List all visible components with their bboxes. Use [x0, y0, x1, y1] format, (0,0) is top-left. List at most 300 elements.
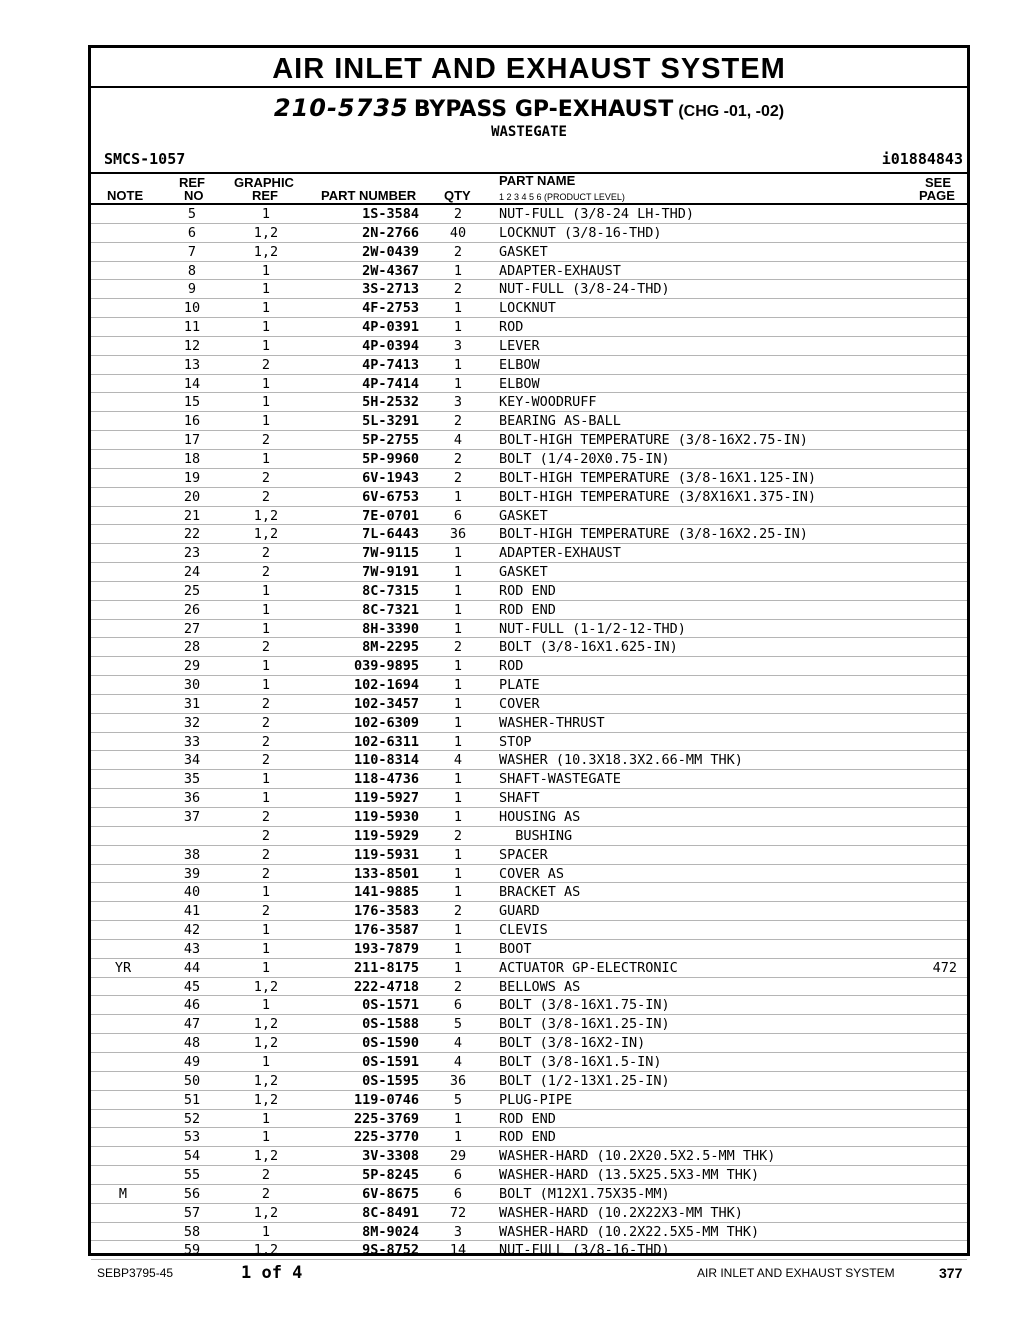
- table-row: [91, 1072, 967, 1091]
- part-name-cell: ACTUATOR GP-ELECTRONIC: [499, 959, 678, 976]
- qty-cell: 14: [449, 1242, 467, 1259]
- ref-no-cell: 30: [183, 677, 201, 694]
- qty-cell: 1: [453, 582, 463, 599]
- table-row: [91, 733, 967, 752]
- part-number-cell: 4F-2753: [362, 300, 419, 317]
- table-row: [91, 1053, 967, 1072]
- graphic-ref-cell: 2: [261, 545, 271, 562]
- ref-no-cell: 9: [187, 281, 197, 298]
- part-name-cell: BOLT (1/2-13X1.25-IN): [499, 1072, 670, 1089]
- qty-cell: 2: [453, 281, 463, 298]
- graphic-ref-cell: 2: [261, 469, 271, 486]
- part-name-cell: NUT-FULL (3/8-24-THD): [499, 281, 670, 298]
- graphic-ref-cell: 1,2: [253, 1072, 279, 1089]
- ref-no-cell: 40: [183, 884, 201, 901]
- graphic-ref-cell: 2: [261, 1185, 271, 1202]
- ref-no-cell: 29: [183, 658, 201, 675]
- ref-no-cell: 33: [183, 733, 201, 750]
- qty-cell: 1: [453, 922, 463, 939]
- part-number-cell: 176-3587: [353, 922, 419, 939]
- part-number-cell: 102-6309: [353, 714, 419, 731]
- part-number-cell: 7W-9191: [362, 564, 419, 581]
- graphic-ref-cell: 2: [261, 639, 271, 656]
- ref-no-cell: 11: [183, 319, 201, 336]
- ref-no-cell: 14: [183, 375, 201, 392]
- ref-no-cell: 26: [183, 601, 201, 618]
- part-number-cell: 5P-9960: [362, 450, 419, 467]
- smcs-code: SMCS-1057: [104, 150, 186, 168]
- ref-no-cell: 43: [183, 940, 201, 957]
- graphic-ref-cell: 1: [261, 884, 271, 901]
- graphic-ref-cell: 2: [261, 846, 271, 863]
- product-level-header: 1 2 3 4 5 6 (PRODUCT LEVEL): [499, 192, 625, 202]
- graphic-ref-cell: 1: [261, 677, 271, 694]
- table-row: [91, 1185, 967, 1204]
- part-number-cell: 8M-9024: [362, 1223, 419, 1240]
- table-row: [91, 638, 967, 657]
- table-row: [91, 431, 967, 450]
- ref-no-cell: 34: [183, 752, 201, 769]
- qty-cell: 1: [453, 300, 463, 317]
- graphic-ref-cell: 1: [261, 206, 271, 222]
- graphic-ref-cell: 1: [261, 413, 271, 430]
- part-name-cell: BUSHING: [499, 827, 573, 844]
- graphic-ref-cell: 1: [261, 1129, 271, 1146]
- table-row: [91, 318, 967, 337]
- table-row: [91, 770, 967, 789]
- table-row: [91, 978, 967, 997]
- graphic-ref-cell: 1,2: [253, 1091, 279, 1108]
- qty-cell: 1: [453, 620, 463, 637]
- part-name-cell: SPACER: [499, 846, 548, 863]
- group-heading: [91, 94, 967, 122]
- part-name-cell: KEY-WOODRUFF: [499, 394, 597, 411]
- graphic-ref-cell: 1,2: [253, 1016, 279, 1033]
- ref-no-cell: 54: [183, 1148, 201, 1165]
- table-row: [91, 450, 967, 469]
- qty-cell: 1: [453, 714, 463, 731]
- part-name-cell: WASHER-HARD (10.2X22.5X5-MM THK): [499, 1223, 760, 1240]
- table-row: [91, 1204, 967, 1223]
- graphic-ref-cell: 1,2: [253, 1204, 279, 1221]
- part-name-cell: BOOT: [499, 940, 532, 957]
- page-number: 377: [939, 1265, 963, 1281]
- part-name-cell: LOCKNUT: [499, 300, 556, 317]
- table-row: [91, 393, 967, 412]
- footer-section-title: AIR INLET AND EXHAUST SYSTEM: [697, 1266, 895, 1280]
- qty-cell: 4: [453, 752, 463, 769]
- part-name-cell: ROD END: [499, 1129, 556, 1146]
- graphic-ref-cell: 1: [261, 959, 271, 976]
- graphic-ref-cell: 1: [261, 771, 271, 788]
- table-row: [91, 695, 967, 714]
- qty-cell: 3: [453, 394, 463, 411]
- qty-cell: 4: [453, 1035, 463, 1052]
- ref-no-cell: 27: [183, 620, 201, 637]
- graphic-ref-cell: 2: [261, 714, 271, 731]
- part-number-cell: 7W-9115: [362, 545, 419, 562]
- part-name-cell: COVER AS: [499, 865, 565, 882]
- graphic-ref-cell: 2: [261, 432, 271, 449]
- ref-no-cell: 59: [183, 1242, 201, 1259]
- col-ref-header-top: REF: [179, 175, 205, 190]
- graphic-ref-cell: 2: [261, 695, 271, 712]
- part-number-cell: 119-5931: [353, 846, 419, 863]
- part-name-cell: ELBOW: [499, 375, 540, 392]
- graphic-ref-cell: 1: [261, 1223, 271, 1240]
- qty-cell: 1: [453, 733, 463, 750]
- table-row: [91, 337, 967, 356]
- part-number-cell: 0S-1588: [362, 1016, 419, 1033]
- qty-cell: 5: [453, 1016, 463, 1033]
- table-row: [91, 375, 967, 394]
- table-row: [91, 1034, 967, 1053]
- ref-no-cell: 51: [183, 1091, 201, 1108]
- part-name-cell: ROD END: [499, 1110, 556, 1127]
- part-name-cell: WASHER-HARD (10.2X22X3-MM THK): [499, 1204, 743, 1221]
- part-name-cell: BOLT-HIGH TEMPERATURE (3/8X16X1.375-IN): [499, 488, 816, 505]
- part-number-cell: 6V-8675: [362, 1185, 419, 1202]
- part-number-cell: 5H-2532: [362, 394, 419, 411]
- graphic-ref-cell: 1,2: [253, 243, 279, 260]
- part-name-cell: BOLT-HIGH TEMPERATURE (3/8-16X1.125-IN): [499, 469, 816, 486]
- see-page-cell: 472: [932, 959, 957, 976]
- table-row: [91, 224, 967, 243]
- part-name-cell: WASHER-HARD (13.5X25.5X3-MM THK): [499, 1167, 760, 1184]
- ref-no-cell: 50: [183, 1072, 201, 1089]
- part-number-cell: 119-5927: [353, 790, 419, 807]
- part-number-cell: 225-3769: [353, 1110, 419, 1127]
- part-name-cell: HOUSING AS: [499, 809, 581, 825]
- ref-no-cell: 36: [183, 790, 201, 807]
- part-number-cell: 039-9895: [353, 658, 419, 675]
- part-name-cell: NUT-FULL (1-1/2-12-THD): [499, 620, 686, 637]
- graphic-ref-cell: 1: [261, 375, 271, 392]
- ref-no-cell: 48: [183, 1035, 201, 1052]
- part-number-cell: 0S-1595: [362, 1072, 419, 1089]
- graphic-ref-cell: 1: [261, 337, 271, 354]
- illustration-id: i01884843: [881, 150, 963, 168]
- ref-no-cell: 19: [183, 469, 201, 486]
- ref-no-cell: 17: [183, 432, 201, 449]
- part-number-cell: 4P-7414: [362, 375, 419, 392]
- part-number-cell: 8C-7321: [362, 601, 419, 618]
- part-name-cell: GUARD: [499, 903, 540, 920]
- table-row: [91, 676, 967, 695]
- table-row: [91, 1147, 967, 1166]
- graphic-ref-cell: 1,2: [253, 507, 279, 524]
- ref-no-cell: 24: [183, 564, 201, 581]
- part-name-cell: SHAFT-WASTEGATE: [499, 771, 621, 788]
- qty-cell: 1: [453, 601, 463, 618]
- ref-no-cell: 12: [183, 337, 201, 354]
- ref-no-cell: 10: [183, 300, 201, 317]
- part-number-cell: 4P-0394: [362, 337, 419, 354]
- part-number-cell: 6V-1943: [362, 469, 419, 486]
- ref-no-cell: 8: [187, 262, 197, 279]
- part-number-cell: 8C-8491: [362, 1204, 419, 1221]
- part-name-cell: PLUG-PIPE: [499, 1091, 573, 1108]
- table-row: [91, 751, 967, 770]
- qty-cell: 1: [453, 884, 463, 901]
- table-row: [91, 865, 967, 884]
- ref-no-cell: 16: [183, 413, 201, 430]
- table-row: [91, 1223, 967, 1242]
- graphic-ref-cell: 2: [261, 564, 271, 581]
- col-graphic-header-bottom: REF: [252, 188, 278, 203]
- ref-no-cell: 21: [183, 507, 201, 524]
- graphic-ref-cell: 1: [261, 601, 271, 618]
- qty-cell: 1: [453, 809, 463, 825]
- part-number-cell: 176-3583: [353, 903, 419, 920]
- ref-no-cell: 35: [183, 771, 201, 788]
- qty-cell: 36: [449, 526, 467, 543]
- part-name-cell: BOLT (3/8-16X1.625-IN): [499, 639, 678, 656]
- part-number-cell: 7E-0701: [362, 507, 419, 524]
- table-row: [91, 488, 967, 507]
- qty-cell: 2: [453, 978, 463, 995]
- part-number-cell: 102-6311: [353, 733, 419, 750]
- col-see-header-bottom: PAGE: [919, 188, 955, 203]
- ref-no-cell: 41: [183, 903, 201, 920]
- qty-cell: 1: [453, 564, 463, 581]
- ref-no-cell: 46: [183, 997, 201, 1014]
- ref-no-cell: 45: [183, 978, 201, 995]
- table-row: [91, 657, 967, 676]
- qty-cell: 1: [453, 695, 463, 712]
- part-number-cell: 8H-3390: [362, 620, 419, 637]
- part-name-cell: WASHER (10.3X18.3X2.66-MM THK): [499, 752, 743, 769]
- part-number-cell: 110-8314: [353, 752, 419, 769]
- part-name-cell: ROD END: [499, 601, 556, 618]
- qty-cell: 5: [453, 1091, 463, 1108]
- table-row: [91, 1110, 967, 1129]
- ref-no-cell: 42: [183, 922, 201, 939]
- part-name-cell: CLEVIS: [499, 922, 548, 939]
- part-name-cell: BOLT (M12X1.75X35-MM): [499, 1185, 670, 1202]
- page-of: 1 of 4: [241, 1263, 303, 1283]
- qty-cell: 29: [449, 1148, 467, 1165]
- table-row: [91, 1015, 967, 1034]
- qty-cell: 4: [453, 1053, 463, 1070]
- ref-no-cell: 18: [183, 450, 201, 467]
- part-number-cell: 5L-3291: [362, 413, 419, 430]
- qty-cell: 1: [453, 771, 463, 788]
- table-row: [91, 789, 967, 808]
- qty-cell: 2: [453, 206, 463, 222]
- part-number-cell: 2W-0439: [362, 243, 419, 260]
- graphic-ref-cell: 1: [261, 620, 271, 637]
- qty-cell: 1: [453, 488, 463, 505]
- ref-no-cell: 28: [183, 639, 201, 656]
- part-name-cell: ADAPTER-EXHAUST: [499, 262, 621, 279]
- part-name-cell: WASHER-HARD (10.2X20.5X2.5-MM THK): [499, 1148, 776, 1165]
- group-name: BYPASS GP-EXHAUST: [413, 97, 674, 122]
- ref-no-cell: 20: [183, 488, 201, 505]
- part-number-cell: 3V-3308: [362, 1148, 419, 1165]
- ref-no-cell: 13: [183, 356, 201, 373]
- qty-cell: 6: [453, 1185, 463, 1202]
- table-row: [91, 1091, 967, 1110]
- qty-cell: 1: [453, 545, 463, 562]
- part-number-cell: 4P-0391: [362, 319, 419, 336]
- qty-cell: 2: [453, 639, 463, 656]
- qty-cell: 6: [453, 997, 463, 1014]
- qty-cell: 1: [453, 959, 463, 976]
- ref-no-cell: 57: [183, 1204, 201, 1221]
- part-number-cell: 141-9885: [353, 884, 419, 901]
- ref-no-cell: 55: [183, 1167, 201, 1184]
- graphic-ref-cell: 1: [261, 319, 271, 336]
- ref-no-cell: 15: [183, 394, 201, 411]
- ref-no-cell: 44: [183, 959, 201, 976]
- qty-cell: 6: [453, 1167, 463, 1184]
- qty-cell: 1: [453, 375, 463, 392]
- part-name-cell: BOLT-HIGH TEMPERATURE (3/8-16X2.75-IN): [499, 432, 808, 449]
- part-number-cell: 119-5929: [353, 827, 419, 844]
- part-number-cell: 8C-7315: [362, 582, 419, 599]
- graphic-ref-cell: 1: [261, 262, 271, 279]
- graphic-ref-cell: 2: [261, 733, 271, 750]
- table-row: [91, 262, 967, 281]
- part-name-cell: GASKET: [499, 507, 548, 524]
- table-row: [91, 1128, 967, 1147]
- graphic-ref-cell: 1,2: [253, 1148, 279, 1165]
- qty-cell: 3: [453, 1223, 463, 1240]
- ref-no-cell: 53: [183, 1129, 201, 1146]
- table-row: [91, 620, 967, 639]
- table-row: [91, 883, 967, 902]
- part-number-cell: 2W-4367: [362, 262, 419, 279]
- qty-cell: 1: [453, 1129, 463, 1146]
- part-number-cell: 211-8175: [353, 959, 419, 976]
- table-row: [91, 1166, 967, 1185]
- table-row: [91, 205, 967, 224]
- graphic-ref-cell: 1: [261, 997, 271, 1014]
- table-row: [91, 563, 967, 582]
- table-row: [91, 525, 967, 544]
- table-row: [91, 902, 967, 921]
- part-name-cell: SHAFT: [499, 790, 540, 807]
- qty-cell: 2: [453, 450, 463, 467]
- qty-cell: 2: [453, 243, 463, 260]
- qty-cell: 6: [453, 507, 463, 524]
- graphic-ref-cell: 1: [261, 1110, 271, 1127]
- qty-cell: 1: [453, 865, 463, 882]
- graphic-ref-cell: 1,2: [253, 224, 279, 241]
- table-row: [91, 601, 967, 620]
- qty-cell: 1: [453, 262, 463, 279]
- table-row: [91, 959, 967, 978]
- graphic-ref-cell: 1: [261, 790, 271, 807]
- graphic-ref-cell: 1: [261, 940, 271, 957]
- ref-no-cell: 49: [183, 1053, 201, 1070]
- table-row: [91, 1241, 967, 1260]
- ref-no-cell: 23: [183, 545, 201, 562]
- part-name-cell: ROD END: [499, 582, 556, 599]
- part-number-cell: 0S-1571: [362, 997, 419, 1014]
- part-number-cell: 1S-3584: [362, 206, 419, 222]
- part-number-cell: 6V-6753: [362, 488, 419, 505]
- qty-cell: 2: [453, 413, 463, 430]
- note-cell: YR: [114, 959, 132, 976]
- col-part-number-header: PART NUMBER: [321, 188, 417, 203]
- ref-no-cell: 52: [183, 1110, 201, 1127]
- qty-cell: 1: [453, 790, 463, 807]
- table-row: [91, 544, 967, 563]
- qty-cell: 2: [453, 469, 463, 486]
- col-qty-header: QTY: [444, 188, 471, 203]
- page-title: AIR INLET AND EXHAUST SYSTEM: [272, 53, 786, 85]
- qty-cell: 1: [453, 846, 463, 863]
- part-name-cell: BOLT (3/8-16X1.25-IN): [499, 1016, 670, 1033]
- part-number-cell: 119-5930: [353, 809, 419, 825]
- part-number-cell: 0S-1591: [362, 1053, 419, 1070]
- part-number-cell: 222-4718: [353, 978, 419, 995]
- qty-cell: 4: [453, 432, 463, 449]
- part-number-cell: 2N-2766: [362, 224, 419, 241]
- table-row: [91, 714, 967, 733]
- part-name-cell: BEARING AS-BALL: [499, 413, 621, 430]
- part-name-cell: BOLT (3/8-16X1.75-IN): [499, 997, 670, 1014]
- part-name-cell: BOLT (3/8-16X2-IN): [499, 1035, 646, 1052]
- table-row: [91, 582, 967, 601]
- part-number-cell: 193-7879: [353, 940, 419, 957]
- graphic-ref-cell: 1: [261, 450, 271, 467]
- part-name-cell: NUT-FULL (3/8-16-THD): [499, 1242, 670, 1259]
- part-name-cell: ELBOW: [499, 356, 540, 373]
- ref-no-cell: 25: [183, 582, 201, 599]
- group-subname: WASTEGATE: [491, 124, 567, 140]
- graphic-ref-cell: 2: [261, 865, 271, 882]
- qty-cell: 72: [449, 1204, 467, 1221]
- col-ref-header-bottom: NO: [184, 188, 204, 203]
- graphic-ref-cell: 1,2: [253, 1242, 279, 1259]
- qty-cell: 1: [453, 356, 463, 373]
- graphic-ref-cell: 1: [261, 922, 271, 939]
- part-name-cell: ROD: [499, 319, 524, 336]
- table-row: [91, 507, 967, 526]
- ref-no-cell: 58: [183, 1223, 201, 1240]
- part-name-cell: GASKET: [499, 243, 548, 260]
- ref-no-cell: 56: [183, 1185, 201, 1202]
- qty-cell: 1: [453, 658, 463, 675]
- graphic-ref-cell: 1: [261, 582, 271, 599]
- group-number: 210-5735: [273, 94, 409, 122]
- part-name-cell: STOP: [499, 733, 532, 750]
- qty-cell: 1: [453, 1110, 463, 1127]
- part-name-cell: BRACKET AS: [499, 884, 581, 901]
- col-graphic-header-top: GRAPHIC: [234, 175, 294, 190]
- part-number-cell: 8M-2295: [362, 639, 419, 656]
- part-name-cell: ROD: [499, 658, 524, 675]
- col-note-header: NOTE: [107, 188, 144, 203]
- graphic-ref-cell: 1,2: [253, 978, 279, 995]
- part-number-cell: 7L-6443: [362, 526, 419, 543]
- part-number-cell: 5P-2755: [362, 432, 419, 449]
- part-name-cell: LEVER: [499, 337, 540, 354]
- table-row: [91, 356, 967, 375]
- graphic-ref-cell: 1: [261, 394, 271, 411]
- graphic-ref-cell: 2: [261, 752, 271, 769]
- part-name-cell: BOLT (3/8-16X1.5-IN): [499, 1053, 662, 1070]
- part-number-cell: 118-4736: [353, 771, 419, 788]
- graphic-ref-cell: 2: [261, 1167, 271, 1184]
- col-see-header-top: SEE: [925, 175, 952, 190]
- qty-cell: 2: [453, 827, 463, 844]
- ref-no-cell: 7: [187, 243, 197, 260]
- change-code: (CHG -01, -02): [678, 103, 785, 120]
